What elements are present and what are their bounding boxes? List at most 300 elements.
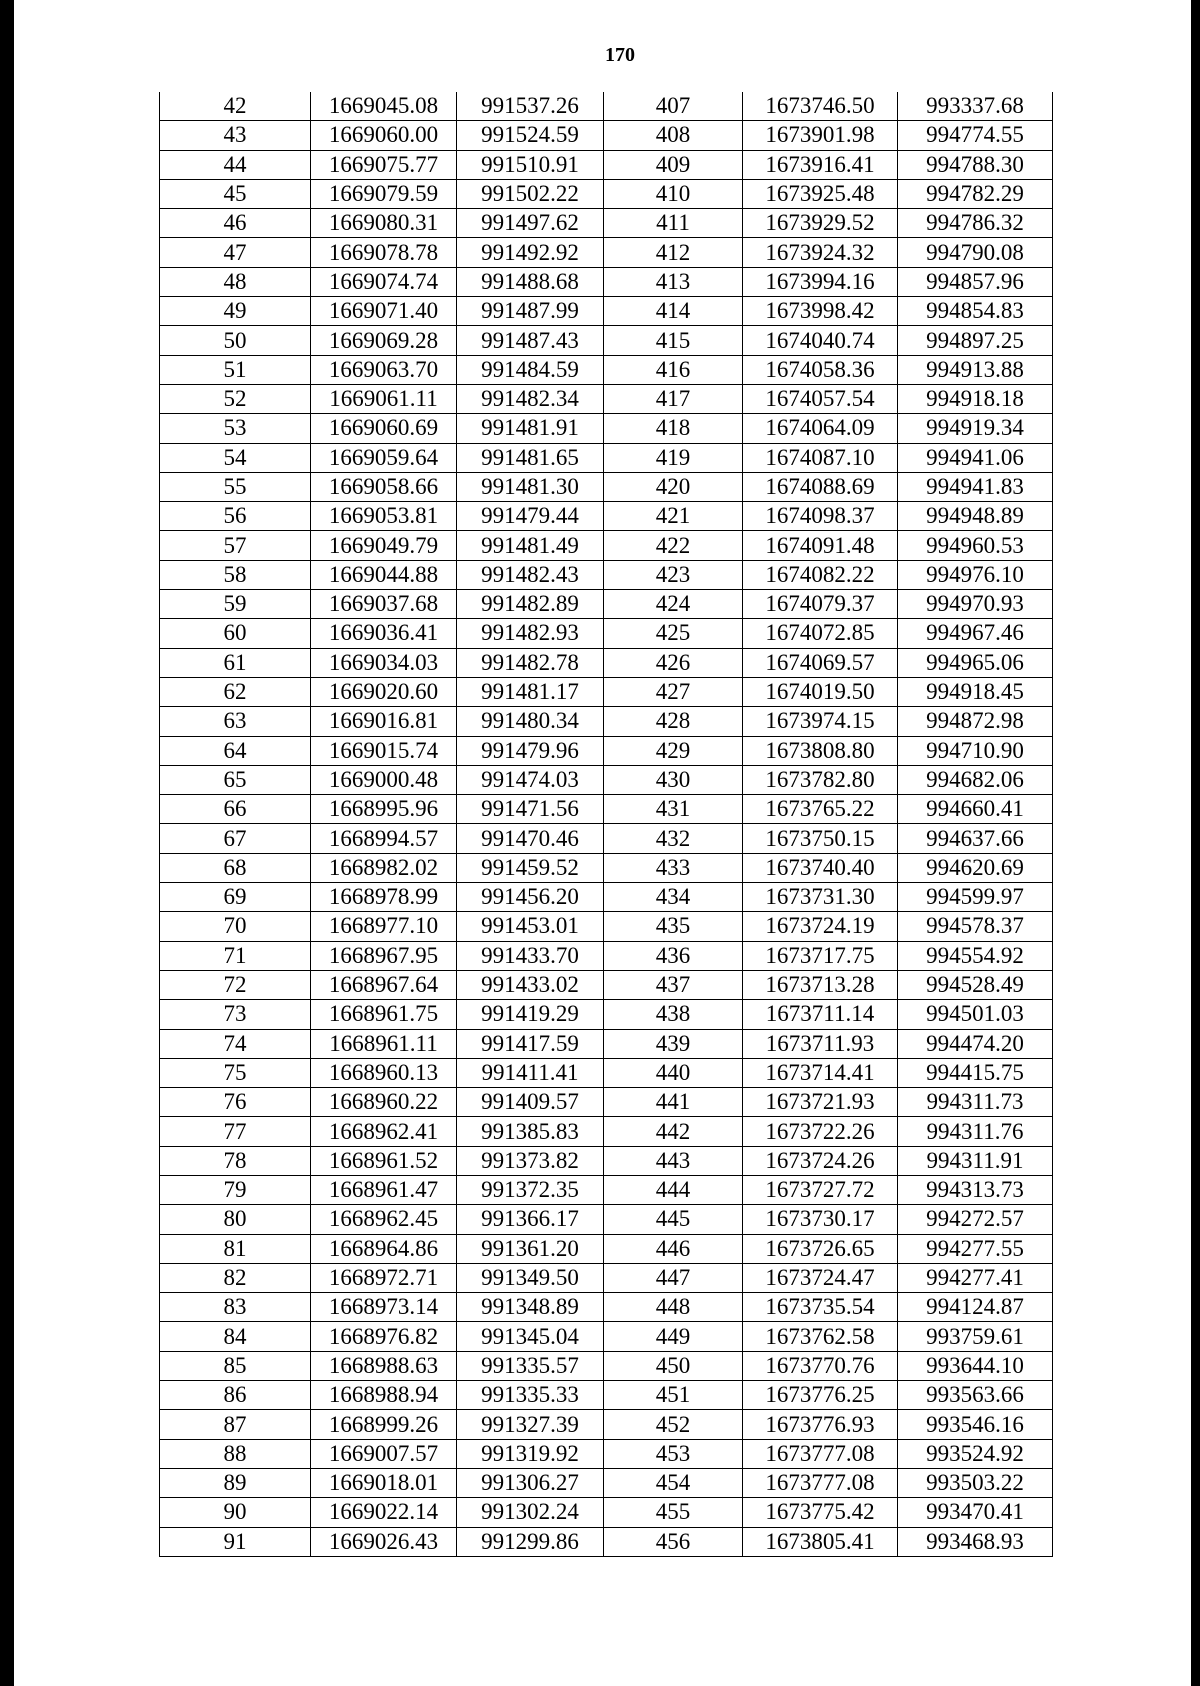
- x-coordinate-left-cell: 1668982.02: [311, 853, 457, 882]
- y-coordinate-right-cell: 993546.16: [898, 1410, 1053, 1439]
- y-coordinate-left-cell: 991481.17: [457, 677, 604, 706]
- y-coordinate-left-cell: 991479.44: [457, 502, 604, 531]
- x-coordinate-left-cell: 1669045.08: [311, 92, 457, 121]
- point-number-left-cell: 71: [160, 941, 311, 970]
- y-coordinate-right-cell: 994637.66: [898, 824, 1053, 853]
- y-coordinate-right-cell: 994313.73: [898, 1175, 1053, 1204]
- y-coordinate-right-cell: 994277.55: [898, 1234, 1053, 1263]
- point-number-left-cell: 43: [160, 121, 311, 150]
- x-coordinate-left-cell: 1669069.28: [311, 326, 457, 355]
- point-number-right-cell: 408: [604, 121, 743, 150]
- x-coordinate-right-cell: 1673770.76: [743, 1351, 898, 1380]
- scan-edge-right: [1191, 0, 1200, 1686]
- point-number-left-cell: 47: [160, 238, 311, 267]
- x-coordinate-right-cell: 1673782.80: [743, 765, 898, 794]
- y-coordinate-right-cell: 993524.92: [898, 1439, 1053, 1468]
- y-coordinate-left-cell: 991348.89: [457, 1293, 604, 1322]
- y-coordinate-left-cell: 991481.49: [457, 531, 604, 560]
- table-row: [160, 1029, 1053, 1058]
- point-number-left-cell: 42: [160, 92, 311, 121]
- x-coordinate-left-cell: 1668977.10: [311, 912, 457, 941]
- y-coordinate-left-cell: 991479.96: [457, 736, 604, 765]
- y-coordinate-right-cell: 994710.90: [898, 736, 1053, 765]
- point-number-left-cell: 76: [160, 1088, 311, 1117]
- point-number-right-cell: 439: [604, 1029, 743, 1058]
- y-coordinate-left-cell: 991482.89: [457, 590, 604, 619]
- y-coordinate-left-cell: 991482.78: [457, 648, 604, 677]
- table-row: [160, 1088, 1053, 1117]
- table-row: [160, 1000, 1053, 1029]
- point-number-left-cell: 74: [160, 1029, 311, 1058]
- y-coordinate-left-cell: 991482.34: [457, 384, 604, 413]
- y-coordinate-right-cell: 994599.97: [898, 883, 1053, 912]
- y-coordinate-left-cell: 991411.41: [457, 1058, 604, 1087]
- y-coordinate-left-cell: 991373.82: [457, 1146, 604, 1175]
- x-coordinate-right-cell: 1674098.37: [743, 502, 898, 531]
- y-coordinate-left-cell: 991481.65: [457, 443, 604, 472]
- x-coordinate-right-cell: 1673711.93: [743, 1029, 898, 1058]
- x-coordinate-right-cell: 1673735.54: [743, 1293, 898, 1322]
- table-row: [160, 707, 1053, 736]
- point-number-left-cell: 51: [160, 355, 311, 384]
- point-number-left-cell: 59: [160, 590, 311, 619]
- y-coordinate-left-cell: 991484.59: [457, 355, 604, 384]
- y-coordinate-left-cell: 991502.22: [457, 179, 604, 208]
- x-coordinate-left-cell: 1669015.74: [311, 736, 457, 765]
- x-coordinate-left-cell: 1669000.48: [311, 765, 457, 794]
- point-number-left-cell: 58: [160, 560, 311, 589]
- y-coordinate-right-cell: 994976.10: [898, 560, 1053, 589]
- table-row: [160, 853, 1053, 882]
- y-coordinate-left-cell: 991492.92: [457, 238, 604, 267]
- y-coordinate-right-cell: 994272.57: [898, 1205, 1053, 1234]
- x-coordinate-left-cell: 1668988.63: [311, 1351, 457, 1380]
- table-row: [160, 941, 1053, 970]
- point-number-left-cell: 79: [160, 1175, 311, 1204]
- point-number-right-cell: 426: [604, 648, 743, 677]
- x-coordinate-left-cell: 1669060.00: [311, 121, 457, 150]
- x-coordinate-left-cell: 1668961.11: [311, 1029, 457, 1058]
- y-coordinate-left-cell: 991453.01: [457, 912, 604, 941]
- x-coordinate-right-cell: 1674064.09: [743, 414, 898, 443]
- x-coordinate-right-cell: 1674082.22: [743, 560, 898, 589]
- y-coordinate-left-cell: 991433.70: [457, 941, 604, 970]
- y-coordinate-left-cell: 991335.33: [457, 1381, 604, 1410]
- point-number-right-cell: 433: [604, 853, 743, 882]
- x-coordinate-right-cell: 1673713.28: [743, 970, 898, 999]
- x-coordinate-left-cell: 1668978.99: [311, 883, 457, 912]
- y-coordinate-right-cell: 994277.41: [898, 1263, 1053, 1292]
- table-row: [160, 619, 1053, 648]
- point-number-right-cell: 415: [604, 326, 743, 355]
- y-coordinate-left-cell: 991474.03: [457, 765, 604, 794]
- x-coordinate-right-cell: 1673765.22: [743, 795, 898, 824]
- table-row: [160, 824, 1053, 853]
- y-coordinate-left-cell: 991470.46: [457, 824, 604, 853]
- point-number-left-cell: 52: [160, 384, 311, 413]
- table-row: [160, 677, 1053, 706]
- y-coordinate-left-cell: 991488.68: [457, 267, 604, 296]
- y-coordinate-left-cell: 991480.34: [457, 707, 604, 736]
- point-number-right-cell: 441: [604, 1088, 743, 1117]
- y-coordinate-right-cell: 994854.83: [898, 297, 1053, 326]
- y-coordinate-left-cell: 991497.62: [457, 209, 604, 238]
- y-coordinate-left-cell: 991456.20: [457, 883, 604, 912]
- y-coordinate-left-cell: 991510.91: [457, 150, 604, 179]
- y-coordinate-left-cell: 991419.29: [457, 1000, 604, 1029]
- point-number-right-cell: 442: [604, 1117, 743, 1146]
- x-coordinate-left-cell: 1669063.70: [311, 355, 457, 384]
- y-coordinate-left-cell: 991345.04: [457, 1322, 604, 1351]
- point-number-right-cell: 418: [604, 414, 743, 443]
- x-coordinate-right-cell: 1673714.41: [743, 1058, 898, 1087]
- y-coordinate-right-cell: 994311.76: [898, 1117, 1053, 1146]
- y-coordinate-right-cell: 994919.34: [898, 414, 1053, 443]
- point-number-left-cell: 61: [160, 648, 311, 677]
- x-coordinate-right-cell: 1673994.16: [743, 267, 898, 296]
- y-coordinate-left-cell: 991366.17: [457, 1205, 604, 1234]
- table-row: [160, 502, 1053, 531]
- table-row: [160, 531, 1053, 560]
- point-number-right-cell: 455: [604, 1498, 743, 1527]
- point-number-left-cell: 68: [160, 853, 311, 882]
- table-row: [160, 443, 1053, 472]
- point-number-right-cell: 427: [604, 677, 743, 706]
- x-coordinate-left-cell: 1668961.75: [311, 1000, 457, 1029]
- point-number-right-cell: 446: [604, 1234, 743, 1263]
- x-coordinate-right-cell: 1673974.15: [743, 707, 898, 736]
- point-number-left-cell: 82: [160, 1263, 311, 1292]
- point-number-right-cell: 417: [604, 384, 743, 413]
- x-coordinate-right-cell: 1674087.10: [743, 443, 898, 472]
- point-number-right-cell: 428: [604, 707, 743, 736]
- x-coordinate-left-cell: 1668973.14: [311, 1293, 457, 1322]
- table-row: [160, 209, 1053, 238]
- x-coordinate-left-cell: 1669078.78: [311, 238, 457, 267]
- x-coordinate-left-cell: 1668962.41: [311, 1117, 457, 1146]
- x-coordinate-right-cell: 1673776.93: [743, 1410, 898, 1439]
- x-coordinate-left-cell: 1669074.74: [311, 267, 457, 296]
- point-number-left-cell: 60: [160, 619, 311, 648]
- table-row: [160, 1410, 1053, 1439]
- point-number-right-cell: 411: [604, 209, 743, 238]
- x-coordinate-right-cell: 1673805.41: [743, 1527, 898, 1556]
- y-coordinate-right-cell: 994857.96: [898, 267, 1053, 296]
- x-coordinate-right-cell: 1673777.08: [743, 1439, 898, 1468]
- x-coordinate-right-cell: 1673762.58: [743, 1322, 898, 1351]
- x-coordinate-left-cell: 1669020.60: [311, 677, 457, 706]
- table-row: [160, 795, 1053, 824]
- point-number-left-cell: 46: [160, 209, 311, 238]
- y-coordinate-right-cell: 994682.06: [898, 765, 1053, 794]
- point-number-left-cell: 89: [160, 1468, 311, 1497]
- point-number-left-cell: 66: [160, 795, 311, 824]
- x-coordinate-left-cell: 1668967.64: [311, 970, 457, 999]
- point-number-right-cell: 424: [604, 590, 743, 619]
- y-coordinate-right-cell: 993470.41: [898, 1498, 1053, 1527]
- x-coordinate-right-cell: 1674072.85: [743, 619, 898, 648]
- scan-edge-left: [0, 0, 14, 1686]
- x-coordinate-left-cell: 1669059.64: [311, 443, 457, 472]
- point-number-left-cell: 83: [160, 1293, 311, 1322]
- point-number-right-cell: 431: [604, 795, 743, 824]
- point-number-right-cell: 410: [604, 179, 743, 208]
- x-coordinate-right-cell: 1673746.50: [743, 92, 898, 121]
- x-coordinate-right-cell: 1673727.72: [743, 1175, 898, 1204]
- point-number-right-cell: 450: [604, 1351, 743, 1380]
- point-number-right-cell: 443: [604, 1146, 743, 1175]
- point-number-left-cell: 80: [160, 1205, 311, 1234]
- point-number-left-cell: 57: [160, 531, 311, 560]
- y-coordinate-right-cell: 993503.22: [898, 1468, 1053, 1497]
- y-coordinate-right-cell: 994774.55: [898, 121, 1053, 150]
- x-coordinate-left-cell: 1669061.11: [311, 384, 457, 413]
- point-number-right-cell: 451: [604, 1381, 743, 1410]
- x-coordinate-left-cell: 1668960.22: [311, 1088, 457, 1117]
- y-coordinate-left-cell: 991319.92: [457, 1439, 604, 1468]
- y-coordinate-left-cell: 991385.83: [457, 1117, 604, 1146]
- y-coordinate-right-cell: 994967.46: [898, 619, 1053, 648]
- y-coordinate-right-cell: 993468.93: [898, 1527, 1053, 1556]
- table-row: [160, 384, 1053, 413]
- table-row: [160, 1498, 1053, 1527]
- x-coordinate-left-cell: 1668967.95: [311, 941, 457, 970]
- y-coordinate-left-cell: 991481.30: [457, 472, 604, 501]
- x-coordinate-left-cell: 1669036.41: [311, 619, 457, 648]
- x-coordinate-left-cell: 1668961.52: [311, 1146, 457, 1175]
- x-coordinate-left-cell: 1668961.47: [311, 1175, 457, 1204]
- point-number-right-cell: 413: [604, 267, 743, 296]
- y-coordinate-right-cell: 994124.87: [898, 1293, 1053, 1322]
- x-coordinate-right-cell: 1673750.15: [743, 824, 898, 853]
- table-row: [160, 883, 1053, 912]
- table-row: [160, 1293, 1053, 1322]
- table-row: [160, 1146, 1053, 1175]
- y-coordinate-right-cell: 993759.61: [898, 1322, 1053, 1351]
- x-coordinate-right-cell: 1673717.75: [743, 941, 898, 970]
- x-coordinate-right-cell: 1674079.37: [743, 590, 898, 619]
- point-number-right-cell: 425: [604, 619, 743, 648]
- table-row: [160, 1381, 1053, 1410]
- table-row: [160, 1117, 1053, 1146]
- point-number-right-cell: 422: [604, 531, 743, 560]
- y-coordinate-left-cell: 991482.93: [457, 619, 604, 648]
- x-coordinate-left-cell: 1669075.77: [311, 150, 457, 179]
- x-coordinate-right-cell: 1673775.42: [743, 1498, 898, 1527]
- coordinates-table: [159, 92, 1053, 1557]
- point-number-left-cell: 48: [160, 267, 311, 296]
- y-coordinate-right-cell: 994941.83: [898, 472, 1053, 501]
- x-coordinate-right-cell: 1673724.47: [743, 1263, 898, 1292]
- y-coordinate-left-cell: 991537.26: [457, 92, 604, 121]
- point-number-right-cell: 447: [604, 1263, 743, 1292]
- x-coordinate-left-cell: 1668960.13: [311, 1058, 457, 1087]
- point-number-right-cell: 412: [604, 238, 743, 267]
- point-number-right-cell: 448: [604, 1293, 743, 1322]
- x-coordinate-right-cell: 1673731.30: [743, 883, 898, 912]
- table-row: [160, 1175, 1053, 1204]
- point-number-left-cell: 44: [160, 150, 311, 179]
- table-row: [160, 150, 1053, 179]
- x-coordinate-right-cell: 1673722.26: [743, 1117, 898, 1146]
- point-number-right-cell: 407: [604, 92, 743, 121]
- point-number-right-cell: 436: [604, 941, 743, 970]
- point-number-right-cell: 409: [604, 150, 743, 179]
- y-coordinate-right-cell: 994554.92: [898, 941, 1053, 970]
- x-coordinate-right-cell: 1673808.80: [743, 736, 898, 765]
- y-coordinate-right-cell: 994501.03: [898, 1000, 1053, 1029]
- x-coordinate-right-cell: 1674019.50: [743, 677, 898, 706]
- x-coordinate-left-cell: 1669018.01: [311, 1468, 457, 1497]
- x-coordinate-left-cell: 1668976.82: [311, 1322, 457, 1351]
- x-coordinate-right-cell: 1673721.93: [743, 1088, 898, 1117]
- point-number-left-cell: 78: [160, 1146, 311, 1175]
- x-coordinate-left-cell: 1668964.86: [311, 1234, 457, 1263]
- y-coordinate-right-cell: 994948.89: [898, 502, 1053, 531]
- point-number-left-cell: 81: [160, 1234, 311, 1263]
- point-number-right-cell: 449: [604, 1322, 743, 1351]
- x-coordinate-right-cell: 1673777.08: [743, 1468, 898, 1497]
- point-number-right-cell: 432: [604, 824, 743, 853]
- table-row: [160, 970, 1053, 999]
- table-row: [160, 326, 1053, 355]
- table-row: [160, 179, 1053, 208]
- table-row: [160, 648, 1053, 677]
- x-coordinate-right-cell: 1674040.74: [743, 326, 898, 355]
- page-number: 170: [605, 44, 635, 66]
- x-coordinate-left-cell: 1668999.26: [311, 1410, 457, 1439]
- table-row: [160, 355, 1053, 384]
- point-number-left-cell: 88: [160, 1439, 311, 1468]
- point-number-right-cell: 414: [604, 297, 743, 326]
- x-coordinate-left-cell: 1669049.79: [311, 531, 457, 560]
- point-number-left-cell: 55: [160, 472, 311, 501]
- table-row: [160, 1527, 1053, 1556]
- table-row: [160, 414, 1053, 443]
- x-coordinate-right-cell: 1674057.54: [743, 384, 898, 413]
- point-number-left-cell: 50: [160, 326, 311, 355]
- y-coordinate-left-cell: 991327.39: [457, 1410, 604, 1439]
- x-coordinate-right-cell: 1674069.57: [743, 648, 898, 677]
- table-row: [160, 1351, 1053, 1380]
- x-coordinate-left-cell: 1669026.43: [311, 1527, 457, 1556]
- x-coordinate-right-cell: 1673998.42: [743, 297, 898, 326]
- x-coordinate-right-cell: 1673724.19: [743, 912, 898, 941]
- point-number-right-cell: 420: [604, 472, 743, 501]
- x-coordinate-left-cell: 1668994.57: [311, 824, 457, 853]
- x-coordinate-left-cell: 1669060.69: [311, 414, 457, 443]
- table-row: [160, 1322, 1053, 1351]
- point-number-left-cell: 62: [160, 677, 311, 706]
- y-coordinate-right-cell: 994790.08: [898, 238, 1053, 267]
- x-coordinate-left-cell: 1669053.81: [311, 502, 457, 531]
- x-coordinate-left-cell: 1669016.81: [311, 707, 457, 736]
- y-coordinate-left-cell: 991409.57: [457, 1088, 604, 1117]
- point-number-right-cell: 456: [604, 1527, 743, 1556]
- table-row: [160, 1234, 1053, 1263]
- x-coordinate-right-cell: 1673724.26: [743, 1146, 898, 1175]
- point-number-left-cell: 85: [160, 1351, 311, 1380]
- table-row: [160, 736, 1053, 765]
- y-coordinate-left-cell: 991417.59: [457, 1029, 604, 1058]
- x-coordinate-left-cell: 1668988.94: [311, 1381, 457, 1410]
- point-number-right-cell: 437: [604, 970, 743, 999]
- table-row: [160, 560, 1053, 589]
- table-row: [160, 1439, 1053, 1468]
- y-coordinate-left-cell: 991471.56: [457, 795, 604, 824]
- y-coordinate-left-cell: 991299.86: [457, 1527, 604, 1556]
- point-number-left-cell: 87: [160, 1410, 311, 1439]
- y-coordinate-left-cell: 991306.27: [457, 1468, 604, 1497]
- point-number-left-cell: 54: [160, 443, 311, 472]
- y-coordinate-right-cell: 994918.45: [898, 677, 1053, 706]
- table-row: [160, 92, 1053, 121]
- x-coordinate-left-cell: 1668962.45: [311, 1205, 457, 1234]
- point-number-right-cell: 435: [604, 912, 743, 941]
- y-coordinate-left-cell: 991349.50: [457, 1263, 604, 1292]
- point-number-left-cell: 49: [160, 297, 311, 326]
- y-coordinate-left-cell: 991361.20: [457, 1234, 604, 1263]
- point-number-right-cell: 419: [604, 443, 743, 472]
- x-coordinate-right-cell: 1673901.98: [743, 121, 898, 150]
- y-coordinate-right-cell: 994897.25: [898, 326, 1053, 355]
- x-coordinate-left-cell: 1669034.03: [311, 648, 457, 677]
- table-row: [160, 121, 1053, 150]
- y-coordinate-right-cell: 994782.29: [898, 179, 1053, 208]
- point-number-left-cell: 73: [160, 1000, 311, 1029]
- point-number-left-cell: 72: [160, 970, 311, 999]
- x-coordinate-right-cell: 1673924.32: [743, 238, 898, 267]
- point-number-left-cell: 63: [160, 707, 311, 736]
- point-number-right-cell: 416: [604, 355, 743, 384]
- table-row: [160, 267, 1053, 296]
- y-coordinate-left-cell: 991482.43: [457, 560, 604, 589]
- point-number-left-cell: 84: [160, 1322, 311, 1351]
- point-number-right-cell: 430: [604, 765, 743, 794]
- y-coordinate-right-cell: 994941.06: [898, 443, 1053, 472]
- table-row: [160, 912, 1053, 941]
- point-number-right-cell: 452: [604, 1410, 743, 1439]
- y-coordinate-right-cell: 993644.10: [898, 1351, 1053, 1380]
- x-coordinate-left-cell: 1669080.31: [311, 209, 457, 238]
- point-number-left-cell: 90: [160, 1498, 311, 1527]
- y-coordinate-right-cell: 994311.73: [898, 1088, 1053, 1117]
- point-number-left-cell: 56: [160, 502, 311, 531]
- point-number-right-cell: 423: [604, 560, 743, 589]
- y-coordinate-right-cell: 994474.20: [898, 1029, 1053, 1058]
- x-coordinate-right-cell: 1673916.41: [743, 150, 898, 179]
- y-coordinate-right-cell: 994965.06: [898, 648, 1053, 677]
- y-coordinate-right-cell: 994918.18: [898, 384, 1053, 413]
- x-coordinate-right-cell: 1673730.17: [743, 1205, 898, 1234]
- table-row: [160, 1205, 1053, 1234]
- y-coordinate-right-cell: 993563.66: [898, 1381, 1053, 1410]
- y-coordinate-right-cell: 994660.41: [898, 795, 1053, 824]
- x-coordinate-left-cell: 1669037.68: [311, 590, 457, 619]
- x-coordinate-right-cell: 1673726.65: [743, 1234, 898, 1263]
- y-coordinate-right-cell: 994970.93: [898, 590, 1053, 619]
- y-coordinate-left-cell: 991524.59: [457, 121, 604, 150]
- x-coordinate-right-cell: 1674091.48: [743, 531, 898, 560]
- table-row: [160, 765, 1053, 794]
- y-coordinate-left-cell: 991459.52: [457, 853, 604, 882]
- point-number-left-cell: 64: [160, 736, 311, 765]
- x-coordinate-left-cell: 1669079.59: [311, 179, 457, 208]
- y-coordinate-left-cell: 991487.43: [457, 326, 604, 355]
- y-coordinate-right-cell: 994913.88: [898, 355, 1053, 384]
- table-row: [160, 1263, 1053, 1292]
- y-coordinate-left-cell: 991481.91: [457, 414, 604, 443]
